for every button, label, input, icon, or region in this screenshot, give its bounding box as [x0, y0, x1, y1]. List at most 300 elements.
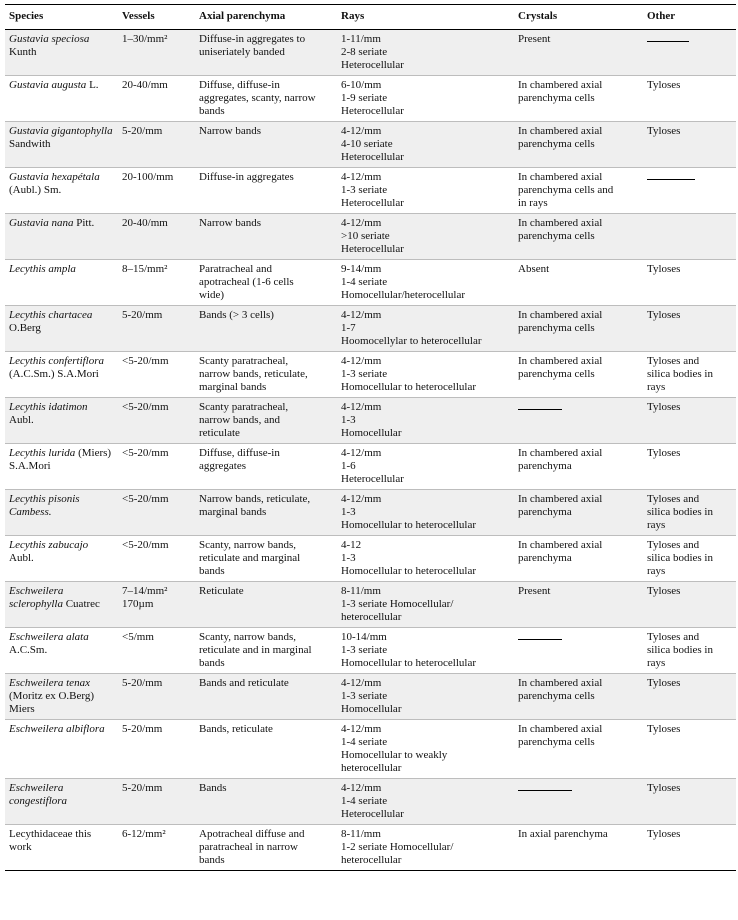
cell-rays — [337, 779, 514, 825]
crystals-line: In chambered axial — [518, 355, 603, 367]
rays-line: 4-12/mm — [341, 401, 382, 413]
rays-line: Hoomocellylar to heterocellular — [341, 335, 482, 347]
cell-vessels — [118, 76, 195, 122]
other-line: rays — [647, 565, 666, 577]
axial-parenchyma-line: Narrow bands, reticulate, — [199, 493, 311, 505]
rays-line: 1-7 — [341, 322, 356, 334]
cell-species — [5, 122, 118, 168]
axial-parenchyma-line: Reticulate — [199, 585, 244, 597]
cell-rays — [337, 582, 514, 628]
cell-rays — [337, 306, 514, 352]
cell-vessels — [118, 536, 195, 582]
other-line: Tyloses and — [647, 493, 700, 505]
vessels-line: <5-20/mm — [122, 401, 169, 413]
species-authority: (Aubl.) Sm. — [9, 184, 62, 196]
cell-crystals — [514, 76, 643, 122]
axial-parenchyma-line: aggregates — [199, 460, 247, 472]
crystals-line: parenchyma cells — [518, 736, 595, 748]
header-row — [5, 5, 736, 30]
rays-line: 9-14/mm — [341, 263, 382, 275]
species-name: Eschweilera albiflora — [9, 723, 105, 735]
rays-line: 4-12/mm — [341, 355, 382, 367]
cell-rays — [337, 398, 514, 444]
rays-line: Heterocellular — [341, 59, 404, 71]
rays-line: 1-4 seriate — [341, 276, 388, 288]
table-row — [5, 628, 736, 674]
axial-parenchyma-line: aggregates, scanty, narrow — [199, 92, 316, 104]
cell-rays — [337, 444, 514, 490]
vessels-line: 7–14/mm² — [122, 585, 168, 597]
rays-line: 2-8 seriate — [341, 46, 388, 58]
cell-vessels — [118, 825, 195, 871]
species-name: Gustavia speciosa — [9, 33, 90, 45]
rays-line: 1-3 — [341, 552, 356, 564]
rays-line: 1-2 seriate Homocellular/ — [341, 841, 454, 853]
cell-crystals — [514, 122, 643, 168]
other-line: Tyloses — [647, 125, 681, 137]
crystals-line: parenchyma cells — [518, 138, 595, 150]
cell-vessels — [118, 444, 195, 490]
cell-rays — [337, 76, 514, 122]
cell-species — [5, 306, 118, 352]
cell-crystals — [514, 536, 643, 582]
other-line: Tyloses — [647, 585, 681, 597]
species-name: Lecythis chartacea — [9, 309, 93, 321]
rays-line: 1-9 seriate — [341, 92, 388, 104]
cell-crystals — [514, 444, 643, 490]
cell-other — [643, 214, 736, 260]
cell-species — [5, 214, 118, 260]
rays-line: Homocellular to heterocellular — [341, 565, 476, 577]
cell-axial-parenchyma — [195, 398, 337, 444]
cell-vessels — [118, 779, 195, 825]
rays-line: 1-11/mm — [341, 33, 381, 45]
header-other: Other — [643, 5, 736, 30]
cell-vessels — [118, 352, 195, 398]
species-name: Gustavia nana — [9, 217, 74, 229]
vessels-line: <5/mm — [122, 631, 154, 643]
vessels-line: <5-20/mm — [122, 355, 169, 367]
rays-line: 1-3 — [341, 414, 356, 426]
cell-crystals — [514, 674, 643, 720]
header-axial-parenchyma: Axial parenchyma — [195, 5, 337, 30]
axial-parenchyma-line: wide) — [199, 289, 225, 301]
axial-parenchyma-line: Bands (> 3 cells) — [199, 309, 274, 321]
crystals-line: parenchyma cells — [518, 92, 595, 104]
cell-axial-parenchyma — [195, 582, 337, 628]
axial-parenchyma-line: Diffuse, diffuse-in — [199, 447, 280, 459]
crystals-line: In chambered axial — [518, 539, 603, 551]
species-name: Lecythis idatimon — [9, 401, 88, 413]
species-authority: (A.C.Sm.) S.A.Mori — [9, 368, 99, 380]
cell-other — [643, 398, 736, 444]
crystals-line: In chambered axial — [518, 79, 603, 91]
axial-parenchyma-line: Diffuse-in aggregates — [199, 171, 294, 183]
cell-rays — [337, 260, 514, 306]
cell-species — [5, 76, 118, 122]
cell-crystals — [514, 582, 643, 628]
rays-line: 8-11/mm — [341, 585, 381, 597]
crystals-line: parenchyma cells — [518, 230, 595, 242]
cell-species — [5, 398, 118, 444]
crystals-line: In chambered axial — [518, 493, 603, 505]
cell-other — [643, 779, 736, 825]
rays-line: Homocellular to heterocellular — [341, 657, 476, 669]
crystals-line: Present — [518, 33, 551, 45]
table-row — [5, 536, 736, 582]
crystals-line: parenchyma — [518, 552, 572, 564]
other-line: Tyloses — [647, 723, 681, 735]
vessels-line: 20-100/mm — [122, 171, 174, 183]
cell-rays — [337, 214, 514, 260]
empty-value-dash — [518, 409, 562, 410]
cell-axial-parenchyma — [195, 168, 337, 214]
cell-rays — [337, 122, 514, 168]
cell-axial-parenchyma — [195, 260, 337, 306]
axial-parenchyma-line: narrow bands, and — [199, 414, 280, 426]
other-line: rays — [647, 519, 666, 531]
rays-line: >10 seriate — [341, 230, 390, 242]
rays-line: Heterocellular — [341, 151, 404, 163]
cell-crystals — [514, 352, 643, 398]
species-name: Lecythis pisonis Cambess. — [9, 493, 80, 518]
other-line: Tyloses and — [647, 631, 700, 643]
other-line: Tyloses — [647, 401, 681, 413]
other-line: Tyloses — [647, 782, 681, 794]
cell-crystals — [514, 260, 643, 306]
rays-line: Homocellular/heterocellular — [341, 289, 465, 301]
vessels-line: <5-20/mm — [122, 493, 169, 505]
other-line: Tyloses — [647, 828, 681, 840]
rays-line: Heterocellular — [341, 243, 404, 255]
crystals-line: Absent — [518, 263, 550, 275]
other-line: Tyloses and — [647, 539, 700, 551]
vessels-line: 5-20/mm — [122, 677, 163, 689]
axial-parenchyma-line: Scanty, narrow bands, — [199, 631, 297, 643]
cell-vessels — [118, 628, 195, 674]
vessels-line: 6-12/mm² — [122, 828, 166, 840]
cell-rays — [337, 490, 514, 536]
crystals-line: In axial parenchyma — [518, 828, 608, 840]
cell-vessels — [118, 490, 195, 536]
cell-rays — [337, 168, 514, 214]
crystals-line: parenchyma cells — [518, 690, 595, 702]
rays-line: Homocellular — [341, 427, 402, 439]
rays-line: Homocellular to weakly — [341, 749, 448, 761]
cell-other — [643, 825, 736, 871]
vessels-line: 5-20/mm — [122, 125, 163, 137]
table-row — [5, 30, 736, 76]
cell-vessels — [118, 214, 195, 260]
species-authority: O.Berg — [9, 322, 41, 334]
vessels-line: 20-40/mm — [122, 217, 168, 229]
rays-line: 1-3 — [341, 506, 356, 518]
cell-other — [643, 30, 736, 76]
cell-rays — [337, 720, 514, 779]
cell-axial-parenchyma — [195, 214, 337, 260]
rays-line: heterocellular — [341, 611, 402, 623]
cell-axial-parenchyma — [195, 720, 337, 779]
species-authority: L. — [89, 79, 99, 91]
axial-parenchyma-line: marginal bands — [199, 381, 267, 393]
cell-crystals — [514, 398, 643, 444]
cell-vessels — [118, 122, 195, 168]
rays-line: Heterocellular — [341, 105, 404, 117]
vessels-line: <5-20/mm — [122, 447, 169, 459]
header-crystals: Crystals — [514, 5, 643, 30]
table-row — [5, 214, 736, 260]
cell-axial-parenchyma — [195, 30, 337, 76]
cell-species — [5, 490, 118, 536]
axial-parenchyma-line: Diffuse-in aggregates to — [199, 33, 306, 45]
empty-value-dash — [647, 41, 689, 42]
rays-line: 1-4 seriate — [341, 795, 388, 807]
table-body — [5, 30, 736, 871]
axial-parenchyma-line: Scanty, narrow bands, — [199, 539, 297, 551]
rays-line: 1-3 seriate — [341, 690, 388, 702]
header-rays: Rays — [337, 5, 514, 30]
vessels-line: 5-20/mm — [122, 723, 163, 735]
table-row — [5, 490, 736, 536]
axial-parenchyma-line: reticulate and marginal — [199, 552, 301, 564]
table-row — [5, 582, 736, 628]
rays-line: 1-3 seriate Homocellular/ — [341, 598, 454, 610]
species-authority: Lecythidaceae this work — [9, 828, 92, 853]
other-line: Tyloses — [647, 677, 681, 689]
axial-parenchyma-line: bands — [199, 657, 225, 669]
crystals-line: parenchyma — [518, 506, 572, 518]
cell-crystals — [514, 628, 643, 674]
axial-parenchyma-line: Bands, reticulate — [199, 723, 273, 735]
rays-line: 6-10/mm — [341, 79, 382, 91]
axial-parenchyma-line: Narrow bands — [199, 125, 262, 137]
rays-line: 4-12/mm — [341, 677, 382, 689]
species-name: Eschweilera tenax — [9, 677, 90, 689]
cell-other — [643, 628, 736, 674]
rays-line: 4-12/mm — [341, 723, 382, 735]
species-authority: Aubl. — [9, 552, 34, 564]
other-line: silica bodies in — [647, 644, 713, 656]
species-name: Lecythis confertiflora — [9, 355, 105, 367]
species-name: Eschweilera congestiflora — [9, 782, 68, 807]
cell-other — [643, 582, 736, 628]
species-name: Lecythis lurida — [9, 447, 76, 459]
species-authority: Kunth — [9, 46, 37, 58]
cell-vessels — [118, 260, 195, 306]
cell-species — [5, 444, 118, 490]
rays-line: 4-12/mm — [341, 447, 382, 459]
table-row — [5, 444, 736, 490]
cell-crystals — [514, 720, 643, 779]
table-row — [5, 168, 736, 214]
cell-crystals — [514, 168, 643, 214]
rays-line: 1-3 seriate — [341, 644, 388, 656]
rays-line: 4-12/mm — [341, 309, 382, 321]
rays-line: Heterocellular — [341, 473, 404, 485]
cell-rays — [337, 628, 514, 674]
axial-parenchyma-line: Scanty paratracheal, — [199, 401, 289, 413]
rays-line: heterocellular — [341, 854, 402, 866]
table-row — [5, 825, 736, 871]
cell-rays — [337, 30, 514, 76]
empty-value-dash — [518, 639, 562, 640]
cell-other — [643, 536, 736, 582]
vessels-line: 1–30/mm² — [122, 33, 168, 45]
other-line: silica bodies in — [647, 506, 713, 518]
rays-line: 4-12/mm — [341, 125, 382, 137]
species-authority: A.C.Sm. — [9, 644, 48, 656]
species-authority: (Moritz ex O.Berg) Miers — [9, 690, 95, 715]
other-line: Tyloses and — [647, 355, 700, 367]
cell-axial-parenchyma — [195, 825, 337, 871]
rays-line: Homocellular to heterocellular — [341, 519, 476, 531]
species-name: Gustavia hexapétala — [9, 171, 100, 183]
cell-species — [5, 168, 118, 214]
species-name: Gustavia augusta — [9, 79, 87, 91]
vessels-line: 170µm — [122, 598, 154, 610]
cell-crystals — [514, 306, 643, 352]
cell-vessels — [118, 582, 195, 628]
rays-line: Heterocellular — [341, 197, 404, 209]
vessels-line: 5-20/mm — [122, 309, 163, 321]
cell-vessels — [118, 30, 195, 76]
table-row — [5, 720, 736, 779]
axial-parenchyma-line: reticulate and in marginal — [199, 644, 312, 656]
axial-parenchyma-line: Paratracheal and — [199, 263, 272, 275]
cell-species — [5, 352, 118, 398]
cell-other — [643, 674, 736, 720]
rays-line: 1-4 seriate — [341, 736, 388, 748]
cell-axial-parenchyma — [195, 306, 337, 352]
cell-other — [643, 306, 736, 352]
rays-line: Homocellular — [341, 703, 402, 715]
table-container — [5, 4, 736, 871]
cell-species — [5, 779, 118, 825]
vessels-line: <5-20/mm — [122, 539, 169, 551]
cell-axial-parenchyma — [195, 628, 337, 674]
table-row — [5, 306, 736, 352]
cell-species — [5, 674, 118, 720]
other-line: Tyloses — [647, 79, 681, 91]
rays-line: 4-12/mm — [341, 782, 382, 794]
other-line: rays — [647, 381, 666, 393]
axial-parenchyma-line: Bands — [199, 782, 227, 794]
axial-parenchyma-line: bands — [199, 854, 225, 866]
rays-line: heterocellular — [341, 762, 402, 774]
rays-line: 4-10 seriate — [341, 138, 393, 150]
table-row — [5, 122, 736, 168]
axial-parenchyma-line: Scanty paratracheal, — [199, 355, 289, 367]
cell-species — [5, 582, 118, 628]
crystals-line: parenchyma cells — [518, 368, 595, 380]
cell-other — [643, 720, 736, 779]
vessels-line: 8–15/mm² — [122, 263, 168, 275]
axial-parenchyma-line: uniseriately banded — [199, 46, 285, 58]
rays-line: 10-14/mm — [341, 631, 387, 643]
cell-vessels — [118, 306, 195, 352]
crystals-line: In chambered axial — [518, 217, 603, 229]
crystals-line: In chambered axial — [518, 447, 603, 459]
rays-line: 8-11/mm — [341, 828, 381, 840]
crystals-line: parenchyma cells — [518, 322, 595, 334]
cell-species — [5, 720, 118, 779]
vessels-line: 5-20/mm — [122, 782, 163, 794]
table-row — [5, 352, 736, 398]
cell-crystals — [514, 490, 643, 536]
crystals-line: parenchyma — [518, 460, 572, 472]
vessels-line: 20-40/mm — [122, 79, 168, 91]
other-line: Tyloses — [647, 309, 681, 321]
other-line: rays — [647, 657, 666, 669]
cell-crystals — [514, 214, 643, 260]
cell-species — [5, 260, 118, 306]
rays-line: 1-6 — [341, 460, 356, 472]
axial-parenchyma-line: paratracheal in narrow — [199, 841, 298, 853]
axial-parenchyma-line: apotracheal (1-6 cells — [199, 276, 294, 288]
cell-vessels — [118, 168, 195, 214]
species-name: Lecythis ampla — [9, 263, 76, 275]
rays-line: 4-12 — [341, 539, 362, 551]
axial-parenchyma-line: Narrow bands — [199, 217, 262, 229]
cell-axial-parenchyma — [195, 779, 337, 825]
other-line: silica bodies in — [647, 368, 713, 380]
species-name: Gustavia gigantophylla — [9, 125, 113, 137]
cell-other — [643, 444, 736, 490]
species-authority: Sandwith — [9, 138, 51, 150]
rays-line: 1-3 seriate — [341, 368, 388, 380]
cell-other — [643, 76, 736, 122]
header-vessels: Vessels — [118, 5, 195, 30]
cell-axial-parenchyma — [195, 674, 337, 720]
species-name: Eschweilera alata — [9, 631, 89, 643]
rays-line: 1-3 seriate — [341, 184, 388, 196]
cell-axial-parenchyma — [195, 76, 337, 122]
cell-species — [5, 825, 118, 871]
axial-parenchyma-line: marginal bands — [199, 506, 267, 518]
cell-rays — [337, 352, 514, 398]
cell-other — [643, 122, 736, 168]
rays-line: 4-12/mm — [341, 493, 382, 505]
cell-other — [643, 168, 736, 214]
species-authority: Aubl. — [9, 414, 34, 426]
empty-value-dash — [647, 179, 695, 180]
axial-parenchyma-line: Diffuse, diffuse-in — [199, 79, 280, 91]
table-row — [5, 779, 736, 825]
cell-species — [5, 628, 118, 674]
other-line: Tyloses — [647, 447, 681, 459]
cell-vessels — [118, 674, 195, 720]
table-row — [5, 260, 736, 306]
cell-species — [5, 30, 118, 76]
cell-axial-parenchyma — [195, 444, 337, 490]
cell-crystals — [514, 825, 643, 871]
other-line: silica bodies in — [647, 552, 713, 564]
cell-rays — [337, 536, 514, 582]
other-line: Tyloses — [647, 263, 681, 275]
axial-parenchyma-line: narrow bands, reticulate, — [199, 368, 308, 380]
crystals-line: In chambered axial — [518, 309, 603, 321]
cell-other — [643, 260, 736, 306]
crystals-line: In chambered axial — [518, 171, 603, 183]
cell-rays — [337, 825, 514, 871]
cell-other — [643, 352, 736, 398]
table-row — [5, 76, 736, 122]
rays-line: 4-12/mm — [341, 171, 382, 183]
wood-anatomy-table — [5, 4, 736, 871]
species-name: Eschweilera sclerophylla — [9, 585, 64, 610]
cell-other — [643, 490, 736, 536]
table-row — [5, 398, 736, 444]
